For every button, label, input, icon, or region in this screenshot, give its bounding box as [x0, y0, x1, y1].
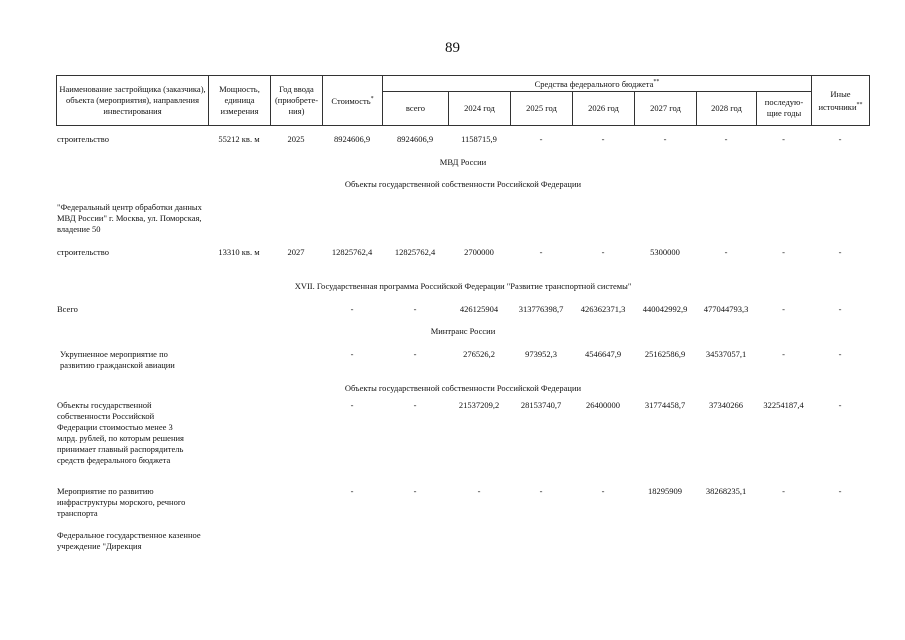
- row-name: Укрупненное мероприятие по развитию гражданской авиации: [60, 349, 175, 370]
- row-name: Федеральное государственное казенное учреждение "Дирекция: [57, 530, 201, 551]
- header-2025: 2025 год: [511, 91, 573, 125]
- row-2025: -: [539, 134, 543, 144]
- header-other-sources: Иные источники**: [812, 76, 870, 126]
- row-2027: -: [663, 134, 667, 144]
- table-header: [56, 75, 870, 126]
- header-2027: 2027 год: [635, 91, 697, 125]
- row-next-years: -: [782, 247, 785, 257]
- row-total: -: [413, 304, 417, 314]
- row-next-years: 32254187,4: [763, 400, 804, 410]
- row-name: строительство: [57, 247, 109, 257]
- row-2024: 21537209,2: [458, 400, 500, 410]
- row-next-years: -: [782, 349, 785, 359]
- section-heading: Минтранс России: [430, 326, 496, 336]
- section-heading: Объекты государственной собственности Российской Федерации: [344, 179, 582, 189]
- page-number: 89: [445, 40, 460, 56]
- row-2024: 2700000: [464, 247, 494, 257]
- row-2026: -: [601, 134, 605, 144]
- row-2024: -: [477, 486, 481, 496]
- row-name: Объекты государственной собственности Российской Федерации стоимостью менее 3 млрд. рублей, по которым решения принимает главный распорядитель средств федерального бюджета: [57, 400, 184, 465]
- row-2028: 37340266: [709, 400, 743, 410]
- section-heading: МВД России: [439, 157, 487, 167]
- row-2027: 25162586,9: [644, 349, 686, 359]
- row-next-years: -: [782, 304, 785, 314]
- row-power: 55212 кв. м: [218, 134, 260, 144]
- header-federal-budget: Средства федерального бюджета**: [383, 76, 812, 92]
- row-total: 8924606,9: [396, 134, 434, 144]
- row-2024: 276526,2: [463, 349, 495, 359]
- row-name: Всего: [57, 304, 78, 314]
- row-cost: 8924606,9: [333, 134, 371, 144]
- header-2026: 2026 год: [573, 91, 635, 125]
- row-2026: -: [601, 247, 605, 257]
- row-cost: 12825762,4: [331, 247, 373, 257]
- row-2028: 34537057,1: [705, 349, 747, 359]
- row-cost: -: [350, 486, 354, 496]
- header-name: Наименование застройщика (заказчика), объекта (мероприятия), направления инвестирования: [57, 76, 209, 126]
- row-2028: 38268235,1: [705, 486, 747, 496]
- row-2027: 5300000: [650, 247, 680, 257]
- row-2025: -: [539, 486, 543, 496]
- row-2026: 426362371,3: [580, 304, 626, 314]
- row-other: -: [838, 304, 842, 314]
- row-2027: 440042992,9: [642, 304, 688, 314]
- header-power: Мощность, единица измерения: [209, 76, 271, 126]
- row-total: -: [413, 400, 417, 410]
- section-heading: Объекты государственной собственности Российской Федерации: [344, 383, 582, 393]
- header-2028: 2028 год: [697, 91, 757, 125]
- row-next-years: -: [782, 486, 785, 496]
- header-total: всего: [383, 91, 449, 125]
- row-2027: 31774458,7: [644, 400, 686, 410]
- row-2025: -: [539, 247, 543, 257]
- row-total: -: [413, 349, 417, 359]
- row-name: "Федеральный центр обработки данных МВД России" г. Москва, ул. Поморская, владение 50: [57, 202, 202, 234]
- header-next-years: последую-щие годы: [757, 91, 812, 125]
- row-other: -: [838, 349, 842, 359]
- row-2024: 1158715,9: [461, 134, 497, 144]
- row-2028: -: [724, 134, 728, 144]
- row-2024: 426125904: [459, 304, 499, 314]
- header-year: Год ввода (приобрете-ния): [271, 76, 323, 126]
- row-2026: -: [601, 486, 605, 496]
- row-next-years: -: [782, 134, 785, 144]
- row-name: строительство: [57, 134, 109, 144]
- row-2027: 18295909: [648, 486, 682, 496]
- row-power: 13310 кв. м: [218, 247, 260, 257]
- row-2025: 313776398,7: [518, 304, 564, 314]
- row-total: -: [413, 486, 417, 496]
- row-other: -: [838, 247, 842, 257]
- section-heading: XVII. Государственная программа Российской Федерации "Развитие транспортной системы": [294, 281, 632, 291]
- row-other: -: [838, 134, 842, 144]
- row-2025: 973952,3: [525, 349, 557, 359]
- row-total: 12825762,4: [394, 247, 436, 257]
- row-2028: -: [724, 247, 728, 257]
- row-other: -: [838, 400, 842, 410]
- row-name: Мероприятие по развитию инфраструктуры морского, речного транспорта: [57, 486, 186, 518]
- row-cost: -: [350, 304, 354, 314]
- row-2026: 26400000: [586, 400, 620, 410]
- row-2025: 28153740,7: [520, 400, 562, 410]
- header-cost: Стоимость*: [323, 76, 383, 126]
- row-2028: 477044793,3: [703, 304, 749, 314]
- row-year: 2027: [287, 247, 305, 257]
- row-year: 2025: [287, 134, 305, 144]
- row-2026: 4546647,9: [584, 349, 622, 359]
- header-2024: 2024 год: [449, 91, 511, 125]
- row-other: -: [838, 486, 842, 496]
- row-cost: -: [350, 349, 354, 359]
- row-cost: -: [350, 400, 354, 410]
